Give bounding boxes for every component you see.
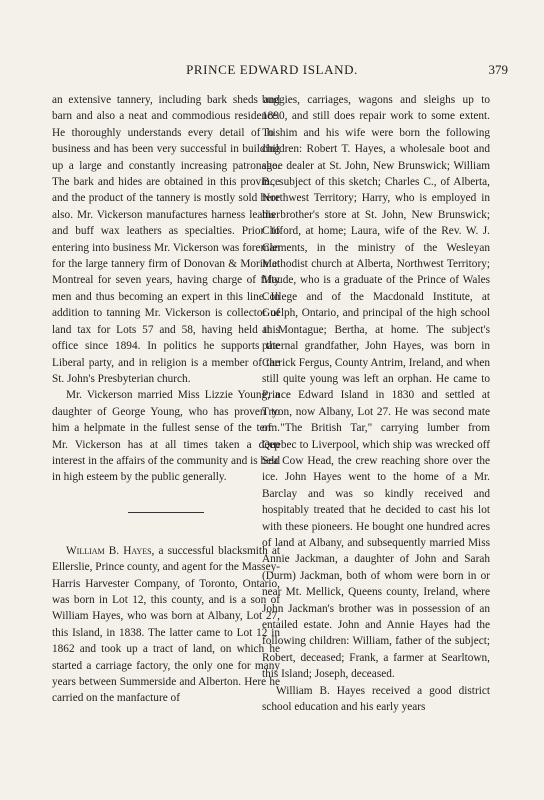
paragraph-hayes-intro <box>52 543 280 707</box>
paragraph-tannery: an extensive tannery, including bark sheds and barn and also a neat and commodious residence. He thoroughly understands every detail of his business and has been very successful in building up a large and constantly increasing patronage. The bark and hides are obtained in this province and the product of the tannery is mostly sold here also. Mr. Vickerson manufactures harness leather and buff wax leathers as specialties. Prior to entering into business Mr. Vickerson was foreman for the large tannery firm of Donovan & Morin at Montreal for seven years, having charge of fifty men and thus becoming an expert in this line. In addition to tanning Mr. Vickerson is collector of land tax for Lots 57 and 58, having held this office since 1894. In politics he supports the Liberal party, and in religion is a member of the St. John's Presbyterian church. <box>52 94 280 385</box>
page-number: 379 <box>488 62 508 77</box>
left-column <box>52 92 280 707</box>
paragraph-family: buggies, carriages, wagons and sleighs up to 1890, and still does repair work to some extent. To him and his wife were born the following children: Robert T. Hayes, a wholesale boot and shoe dealer at St. John, New Brunswick; William B., subject of this sketch; Charles C., of Alberta, Northwest Territory; Harry, who is employed in his brother's store at St. John, New Brunswick; Clifford, at home; Laura, wife of the Rev. W. J. Clements, in the ministry of the Wesleyan Methodist church at Alberta, Northwest Territory; Maude, who is a graduate of the Prince of Wales College and of the Macdonald Institute, at Guelph, Ontario, and principal of the high school at Montague; Bertha, at home. The subject's paternal grandfather, John Hayes, was born in Carrick Fergus, County Antrim, Ireland, and when still quite young was left an orphan. He came to Prince Edward Island in 1830 and settled at Tryon, now Albany, Lot 27. He was second mate of "The British Tar," carrying lumber from Quebec to Liverpool, which ship was wrecked off Sea Cow Head, the crew reaching shore over the ice. John Hayes went to the home of a Mr. Barclay and was so kindly received and hospitably treated that he decided to cast his lot with these pioneers. He bought one hundred acres of land at Albany, and subsequently married Miss Annie Jackman, a daughter of John and Sarah (Durm) Jackman, both of whom were born in or near Mt. Mellick, Queens county, Ireland, where John Jackman's brother was in possession of an entailed estate. John and Annie Hayes had the following children: William, father of the subject; Robert, deceased; Frank, a farmer at Searltown, this Island; Joseph, deceased. <box>262 94 490 681</box>
right-column <box>262 92 490 715</box>
paragraph-hayes-text: a successful blacksmith at Ellerslie, Prince county, and agent for the Massey-Harris Harvester Company, of Toronto, Ontario, was born in Lot 12, this county, and is a son of William Hayes, who was born at Albany, Lot 27, this Island, in 1838. The latter came to Lot 12 in 1862 and took up a tract of land, on which he started a carriage factory, the only one for many years between Summerside and Alberton. Here he carried on the manfacture of <box>52 544 280 705</box>
paragraph-education: William B. Hayes received a good district school education and his early years <box>262 684 490 714</box>
paragraph-marriage: Mr. Vickerson married Miss Lizzie Young, a daughter of George Young, who has proven to him a helpmate in the fullest sense of the term. Mr. Vickerson has at all times taken a deep interest in the affairs of the community and is held in high esteem by the public generally. <box>52 389 280 484</box>
subject-name: William B. Hayes, <box>66 544 155 557</box>
section-divider <box>128 512 204 513</box>
running-title: PRINCE EDWARD ISLAND. <box>186 62 358 77</box>
